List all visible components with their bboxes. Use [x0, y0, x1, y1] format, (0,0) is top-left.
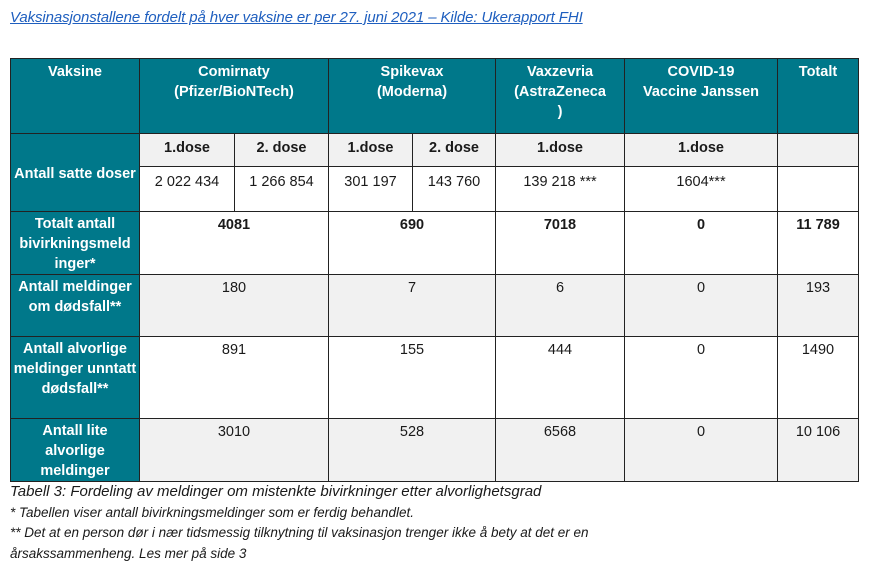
dose-value: 301 197 [329, 167, 413, 212]
cell-total: 11 789 [778, 212, 859, 275]
row-label: Totalt antall bivirkningsmeld inger* [11, 212, 140, 275]
cell-comirnaty: 3010 [140, 419, 329, 482]
dose-label-total [778, 134, 859, 167]
cell-vaxzevria: 6 [496, 275, 625, 337]
vaccine-maker: (Pfizer/BioNTech) [174, 84, 294, 100]
cell-vaxzevria: 444 [496, 337, 625, 419]
dose-label: 1.dose [496, 134, 625, 167]
header-spikevax [329, 59, 496, 134]
cell-janssen: 0 [625, 275, 778, 337]
footnote-2-line-1: ** Det at en person dør i nær tidsmessig tilknytning til vaksinasjon trenger ikke å bety at det er en [10, 525, 589, 540]
dose-label: 2. dose [235, 134, 329, 167]
cell-comirnaty: 180 [140, 275, 329, 337]
cell-janssen: 0 [625, 212, 778, 275]
dose-value-total [778, 167, 859, 212]
row-label-satte-doser: Antall satte doser [11, 134, 140, 212]
row-label: Antall lite alvorlige meldinger [11, 419, 140, 482]
cell-janssen: 0 [625, 419, 778, 482]
cell-total: 1490 [778, 337, 859, 419]
cell-spikevax: 690 [329, 212, 496, 275]
vaccine-maker: Vaccine Janssen [642, 84, 760, 100]
dose-value: 1604*** [625, 167, 778, 212]
header-vaksine: Vaksine [11, 59, 140, 134]
table-row-totalt [11, 212, 859, 275]
vaccine-maker: (AstraZeneca [514, 84, 606, 100]
cell-spikevax: 155 [329, 337, 496, 419]
dose-value: 1 266 854 [235, 167, 329, 212]
dose-value: 2 022 434 [140, 167, 235, 212]
dose-value: 143 760 [413, 167, 496, 212]
adverse-events-table [10, 58, 859, 482]
table-row-lite-alvorlige [11, 419, 859, 482]
row-label: Antall alvorlige meldinger unntatt dødsfall** [11, 337, 140, 419]
footnote-2-line-2: årsakssammenheng. Les mer på side 3 [10, 545, 247, 561]
table-row-alvorlige [11, 337, 859, 419]
vaccine-name: COVID-19 [667, 64, 735, 80]
dose-label: 1.dose [140, 134, 235, 167]
dose-label-row [11, 134, 859, 167]
dose-label: 1.dose [329, 134, 413, 167]
footnote-1: * Tabellen viser antall bivirkningsmeldinger som er ferdig behandlet. [10, 504, 414, 520]
cell-comirnaty: 891 [140, 337, 329, 419]
dose-value: 139 218 *** [496, 167, 625, 212]
cell-spikevax: 528 [329, 419, 496, 482]
cell-spikevax: 7 [329, 275, 496, 337]
vaccine-name: Vaxzevria [526, 64, 594, 80]
dose-label: 2. dose [413, 134, 496, 167]
cell-comirnaty: 4081 [140, 212, 329, 275]
header-janssen [625, 59, 778, 134]
cell-janssen: 0 [625, 337, 778, 419]
cell-vaxzevria: 6568 [496, 419, 625, 482]
table-notes [10, 482, 589, 564]
cell-total: 10 106 [778, 419, 859, 482]
dose-label: 1.dose [625, 134, 778, 167]
header-row [11, 59, 859, 134]
cell-total: 193 [778, 275, 859, 337]
table-row-dodsfall [11, 275, 859, 337]
vaccine-name: Comirnaty [198, 64, 270, 80]
vaccine-maker-tail: ) [557, 104, 563, 120]
cell-vaxzevria: 7018 [496, 212, 625, 275]
vaccine-maker: (Moderna) [376, 84, 448, 100]
header-totalt: Totalt [778, 59, 859, 134]
row-label: Antall meldinger om dødsfall** [11, 275, 140, 337]
table-caption: Tabell 3: Fordeling av meldinger om mistenkte bivirkninger etter alvorlighetsgrad [10, 483, 542, 500]
vaccine-name: Spikevax [380, 64, 444, 80]
source-title-link[interactable]: Vaksinasjonstallene fordelt på hver vaksine er per 27. juni 2021 – Kilde: Ukerapport FHI [10, 9, 583, 26]
header-vaxzevria [496, 59, 625, 134]
header-comirnaty [140, 59, 329, 134]
